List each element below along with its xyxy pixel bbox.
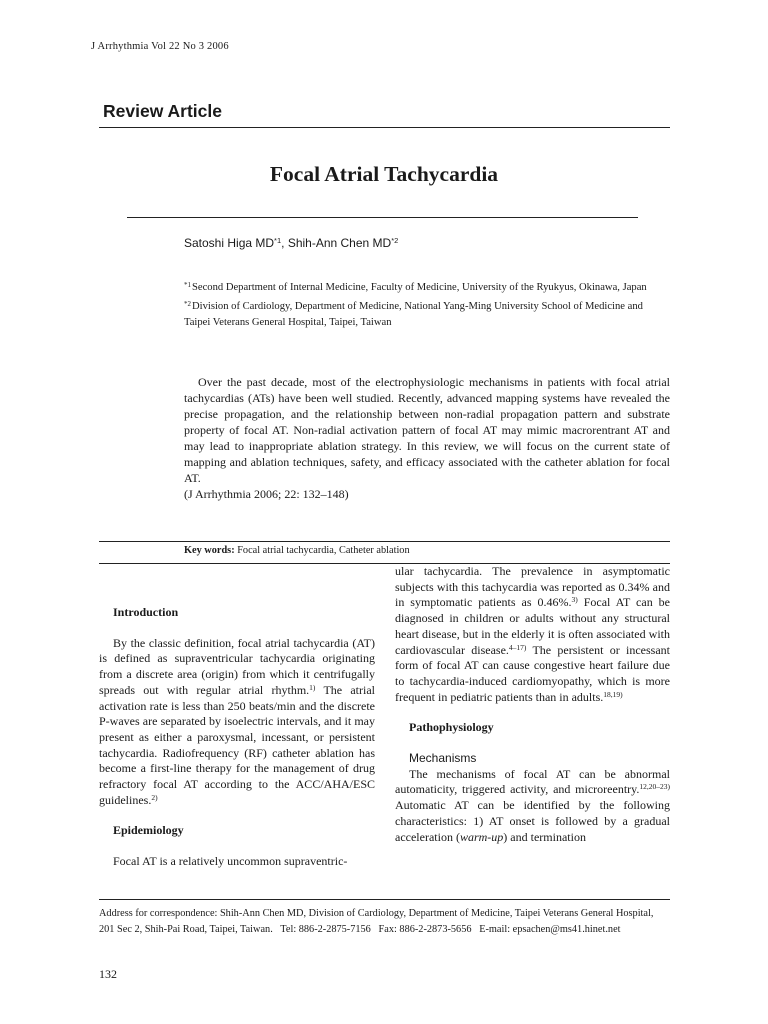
abstract-text: Over the past decade, most of the electrophysiologic mechanisms in patients with focal atrial tachycardias (ATs) have been well studied. Recently, advanced mapping systems have revealed the precise propagation, and the relationship between non-radial propagation pattern and substrate property of focal AT. Non-radial activation pattern of focal AT may mimic macrorentrant AT and may lead to inappropriate ablation strategy. In this review, we will focus on the current state of mapping and ablation techniques, safety, and efficacy associated with the catheter ablation for focal AT. <box>184 375 670 485</box>
author-list <box>184 236 398 250</box>
correspondence-line: Address for correspondence: Shih-Ann Chen MD, Division of Cardiology, Department of Medicine, Taipei Veterans General Hospital, <box>99 908 654 919</box>
affiliation-item <box>184 296 654 331</box>
correspondence-line: 201 Sec 2, Shih-Pai Road, Taipei, Taiwan. Tel: 886-2-2875-7156 Fax: 886-2-2873-5656 E-mail: epsachen@ms41.hinet.net <box>99 924 621 935</box>
reference-mark: 12,20–23) <box>639 782 670 792</box>
reference-mark: 3) <box>571 595 578 605</box>
keywords-label: Key words: <box>184 545 235 556</box>
body-text: By the classic definition, focal atrial tachycardia (AT) is defined as supraventricular tachycardia originating from a discrete area (origin) from which it centrifugally spreads out with regular atrial rhythm. <box>99 635 375 697</box>
body-text: Automatic AT can be identified by the following characteristics: 1) AT onset is followed by a gradual acceleration ( <box>395 798 670 844</box>
correspondence-footnote <box>99 906 671 938</box>
author-mark: *2 <box>391 236 399 245</box>
keywords-top-rule <box>99 541 670 542</box>
italic-term: warm-up <box>459 829 504 844</box>
title-rule <box>127 217 638 218</box>
author-mark: *1 <box>274 236 282 245</box>
author-name: Shih-Ann Chen MD <box>287 236 392 250</box>
reference-mark: 1) <box>309 682 316 692</box>
article-type-heading: Review Article <box>103 101 222 121</box>
affiliation-mark: *1 <box>184 281 191 289</box>
article-title: Focal Atrial Tachycardia <box>269 162 499 186</box>
reference-mark: 18,19) <box>603 689 623 699</box>
body-text: Focal AT can be diagnosed in children or adults without any structural heart disease, but in the elderly it is often associated with cardiovascular disease. <box>395 595 670 657</box>
body-text: ) and termination <box>503 829 586 844</box>
introduction-heading: Introduction <box>113 605 179 619</box>
affiliation-text: Second Department of Internal Medicine, Faculty of Medicine, University of the Ryukyus, Okinawa, Japan <box>192 282 647 293</box>
body-text: The atrial activation rate is less than 250 beats/min and the discrete P-waves are separated by isoelectric intervals, and it may present as either a paroxysmal, incessant, or persistent tachycardia. Radiofrequency (RF) catheter ablation has become a first-line therapy for the management of drug refractory focal AT according to the ACC/AHA/ESC guidelines. <box>99 682 375 807</box>
epidemiology-continued-paragraph <box>395 564 670 705</box>
epidemiology-paragraph: Focal AT is a relatively uncommon supraventric- <box>113 854 348 869</box>
introduction-paragraph <box>99 636 375 809</box>
pathophysiology-heading: Pathophysiology <box>409 720 494 735</box>
body-text: The persistent or incessant form of focal AT can cause congestive heart failure due to tachycardia-induced cardiomyopathy, which is more frequent in pediatric patients than in adults. <box>395 642 670 704</box>
right-column <box>395 564 670 845</box>
mechanisms-paragraph <box>395 767 670 846</box>
header-rule <box>99 127 670 128</box>
page-number: 132 <box>99 967 117 981</box>
author-name: Satoshi Higa MD <box>184 236 275 250</box>
affiliations <box>184 277 654 331</box>
keywords-line <box>184 545 410 556</box>
affiliation-mark: *2 <box>184 300 191 308</box>
keywords-text: Focal atrial tachycardia, Catheter ablation <box>237 545 410 556</box>
affiliation-text: Division of Cardiology, Department of Medicine, National Yang-Ming University School of Medicine and Taipei Veterans General Hospital, Taipei, Taiwan <box>184 301 643 328</box>
affiliation-item <box>184 277 654 296</box>
left-column <box>99 564 375 870</box>
body-text: The mechanisms of focal AT can be abnormal automaticity, triggered activity, and microreentry. <box>395 766 670 797</box>
abstract <box>184 374 670 502</box>
body-text: ular tachycardia. The prevalence in asymptomatic subjects with this tachycardia was reported as 0.34% and in symptomatic patients as 0.46%. <box>395 564 670 610</box>
author-separator: , <box>281 236 288 250</box>
epidemiology-heading: Epidemiology <box>113 823 184 838</box>
footnote-rule <box>99 899 670 900</box>
reference-mark: 2) <box>151 792 158 802</box>
mechanisms-subheading: Mechanisms <box>409 751 477 766</box>
journal-header: J Arrhythmia Vol 22 No 3 2006 <box>91 41 229 52</box>
abstract-citation: (J Arrhythmia 2006; 22: 132–148) <box>184 487 349 501</box>
reference-mark: 4–17) <box>508 642 527 652</box>
